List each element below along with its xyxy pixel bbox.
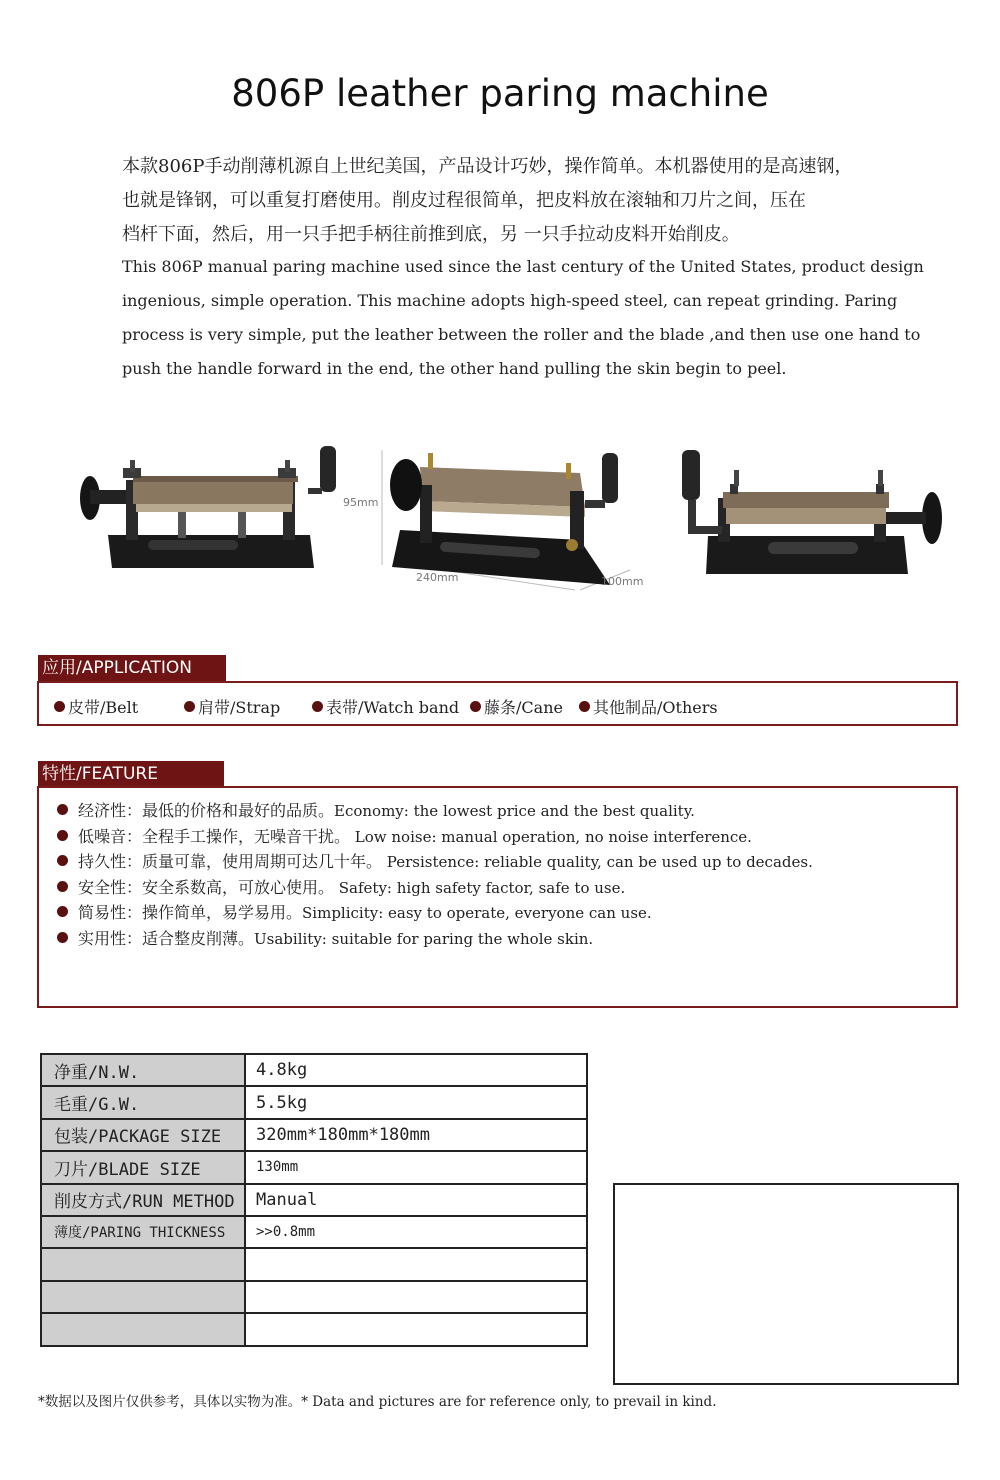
bullet-icon xyxy=(57,906,68,917)
application-item-strap: 肩带/Strap xyxy=(184,695,280,718)
table-row xyxy=(41,1248,587,1280)
spec-label: 包装/PACKAGE SIZE xyxy=(41,1119,245,1151)
feature-heading: 特性/FEATURE xyxy=(38,761,224,787)
spec-label: 刀片/BLADE SIZE xyxy=(41,1151,245,1183)
intro-en-line: This 806P manual paring machine used since the last century of the United States, product design xyxy=(122,257,924,276)
table-row xyxy=(41,1086,587,1118)
table-row xyxy=(41,1151,587,1183)
bullet-icon xyxy=(57,830,68,841)
feature-item-simplicity: 简易性：操作简单，易学易用。Simplicity: easy to operate, everyone can use. xyxy=(57,900,813,926)
intro-en-line: ingenious, simple operation. This machine adopts high-speed steel, can repeat grinding. Paring xyxy=(122,291,898,310)
table-row xyxy=(41,1281,587,1313)
spec-value: 320mm*180mm*180mm xyxy=(245,1119,587,1151)
table-row xyxy=(41,1054,587,1086)
spec-value xyxy=(245,1248,587,1280)
feature-item-usability: 实用性：适合整皮削薄。Usability: suitable for paring the whole skin. xyxy=(57,926,813,952)
spec-label: 净重/N.W. xyxy=(41,1054,245,1086)
table-row xyxy=(41,1216,587,1248)
spec-label: 削皮方式/RUN METHOD xyxy=(41,1184,245,1216)
bullet-icon xyxy=(57,855,68,866)
spec-value: 4.8kg xyxy=(245,1054,587,1086)
intro-chinese xyxy=(122,150,922,252)
bullet-icon xyxy=(579,701,590,712)
spec-label xyxy=(41,1313,245,1345)
intro-zh-line: 档杆下面，然后，用一只手把手柄往前推到底，另 一只手拉动皮料开始削皮。 xyxy=(122,224,740,245)
table-row xyxy=(41,1119,587,1151)
spec-label: 薄度/PARING THICKNESS xyxy=(41,1216,245,1248)
footnote: *数据以及图片仅供参考，具体以实物为准。* Data and pictures are for reference only, to prevail in kind. xyxy=(38,1394,717,1410)
width-dimension-label: 100mm xyxy=(601,575,644,588)
spec-label: 毛重/G.W. xyxy=(41,1086,245,1118)
bullet-icon xyxy=(470,701,481,712)
bullet-icon xyxy=(57,932,68,943)
spec-value: Manual xyxy=(245,1184,587,1216)
page-title: 806P leather paring machine xyxy=(231,72,769,115)
application-item-others: 其他制品/Others xyxy=(579,695,718,718)
bullet-icon xyxy=(184,701,195,712)
application-item-watch-band: 表带/Watch band xyxy=(312,695,459,718)
feature-item-persistence: 持久性：质量可靠，使用周期可达几十年。 Persistence: reliable quality, can be used up to decades. xyxy=(57,849,813,875)
machine-photo-back xyxy=(678,446,943,578)
intro-en-line: process is very simple, put the leather between the roller and the blade ,and then use one hand to xyxy=(122,325,921,344)
bullet-icon xyxy=(312,701,323,712)
spec-value: 5.5kg xyxy=(245,1086,587,1118)
bullet-icon xyxy=(57,881,68,892)
specifications-table xyxy=(40,1053,588,1347)
bullet-icon xyxy=(57,804,68,815)
table-row xyxy=(41,1184,587,1216)
bullet-icon xyxy=(54,701,65,712)
application-item-belt: 皮带/Belt xyxy=(54,695,138,718)
feature-item-low-noise: 低噪音：全程手工操作，无噪音干扰。 Low noise: manual operation, no noise interference. xyxy=(57,824,813,850)
spec-value xyxy=(245,1281,587,1313)
blank-image-frame xyxy=(613,1183,959,1385)
machine-photo-front xyxy=(78,440,340,575)
table-row xyxy=(41,1313,587,1345)
application-heading: 应用/APPLICATION xyxy=(38,655,226,681)
intro-english xyxy=(122,250,924,386)
application-item-cane: 藤条/Cane xyxy=(470,695,563,718)
feature-item-economy: 经济性：最低的价格和最好的品质。Economy: the lowest price and the best quality. xyxy=(57,798,813,824)
length-dimension-label: 240mm xyxy=(416,571,459,584)
spec-value xyxy=(245,1313,587,1345)
feature-item-safety: 安全性：安全系数高，可放心使用。 Safety: high safety factor, safe to use. xyxy=(57,875,813,901)
intro-en-line: push the handle forward in the end, the other hand pulling the skin begin to peel. xyxy=(122,359,787,378)
spec-value: >>0.8mm xyxy=(245,1216,587,1248)
spec-label xyxy=(41,1281,245,1313)
intro-zh-line: 本款806P手动削薄机源自上世纪美国，产品设计巧妙，操作简单。本机器使用的是高速钢， xyxy=(122,156,853,177)
spec-value: 130mm xyxy=(245,1151,587,1183)
feature-list xyxy=(57,798,813,952)
intro-zh-line: 也就是锋钢，可以重复打磨使用。削皮过程很简单，把皮料放在滚轴和刀片之间，压在 xyxy=(122,190,806,211)
spec-label xyxy=(41,1248,245,1280)
height-dimension-label: 95mm xyxy=(343,496,379,509)
